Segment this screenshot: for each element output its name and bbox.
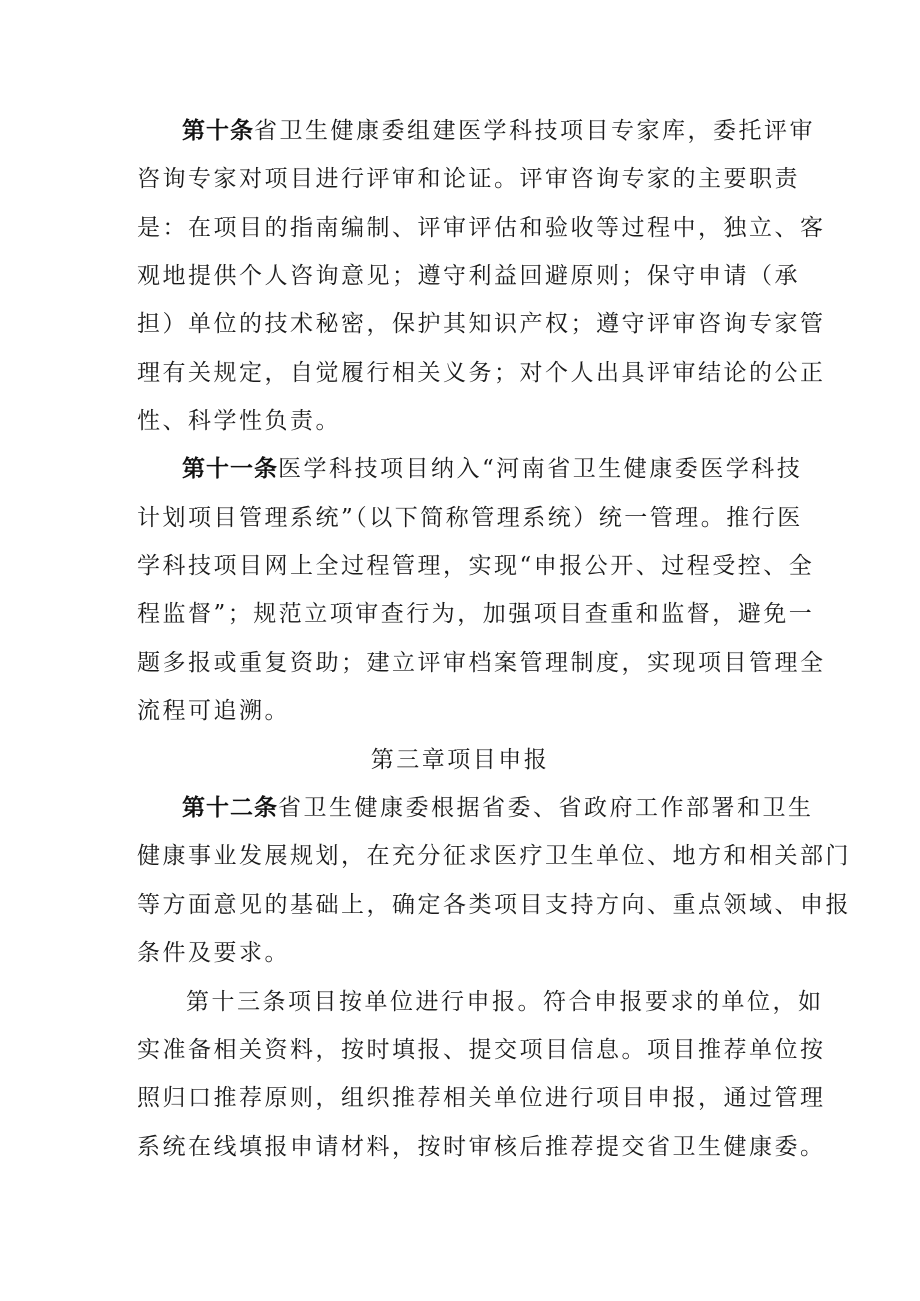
article-13-line-3: 照归口推荐原则，组织推荐相关单位进行项目申报，通过管理 [137, 1085, 826, 1111]
article-13-line-2: 实准备相关资料，按时填报、提交项目信息。项目推荐单位按 [137, 1037, 826, 1063]
article-10-line-5: 担）单位的技术秘密，保护其知识产权；遵守评审咨询专家管 [137, 311, 826, 337]
article-10-title: 第十条 [182, 118, 254, 144]
article-11-line-2: 计划项目管理系统”（以下简称管理系统）统一管理。推行医 [137, 505, 803, 531]
article-12-line-1 [182, 784, 814, 832]
article-12-line-3: 等方面意见的基础上，确定各类项目支持方向、重点领域、申报 [137, 892, 851, 918]
article-11-text: 医学科技项目纳入“河南省卫生健康委医学科技 [278, 456, 803, 482]
article-13-line-4: 系统在线填报申请材料，按时审核后推荐提交省卫生健康委。 [137, 1134, 826, 1160]
article-12-title: 第十二条 [182, 795, 278, 821]
article-10-text: 省卫生健康委组建医学科技项目专家库，委托评审 [254, 118, 815, 144]
article-10-line-7: 性、科学性负责。 [137, 408, 341, 434]
article-11-line-6: 流程可追溯。 [137, 698, 290, 724]
article-10-line-4: 观地提供个人咨询意见；遵守利益回避原则；保守申请（承 [137, 263, 800, 289]
article-12-text: 省卫生健康委根据省委、省政府工作部署和卫生 [278, 795, 814, 821]
article-12-line-4: 条件及要求。 [137, 940, 290, 966]
article-11-title: 第十一条 [182, 456, 278, 482]
article-10-line-6: 理有关规定，自觉履行相关义务；对个人出具评审结论的公正 [137, 360, 826, 386]
article-10-line-2: 咨询专家对项目进行评审和论证。评审咨询专家的主要职责 [137, 166, 800, 192]
article-10-line-3: 是：在项目的指南编制、评审评估和验收等过程中，独立、客 [137, 215, 826, 241]
article-11-line-1 [182, 445, 802, 493]
article-11-line-4: 程监督”；规范立项审查行为，加强项目查重和监督，避免一 [137, 601, 815, 627]
article-10-line-1 [182, 107, 815, 155]
chapter-3-heading: 第三章项目申报 [370, 747, 550, 773]
article-11-line-5: 题多报或重复资助；建立评审档案管理制度，实现项目管理全 [137, 650, 826, 676]
article-11-line-3: 学科技项目网上全过程管理，实现“申报公开、过程受控、全 [137, 553, 815, 579]
article-13-line-1: 第十三条项目按单位进行申报。符合申报要求的单位，如 [186, 989, 824, 1015]
article-12-line-2: 健康事业发展规划，在充分征求医疗卫生单位、地方和相关部门 [137, 843, 851, 869]
